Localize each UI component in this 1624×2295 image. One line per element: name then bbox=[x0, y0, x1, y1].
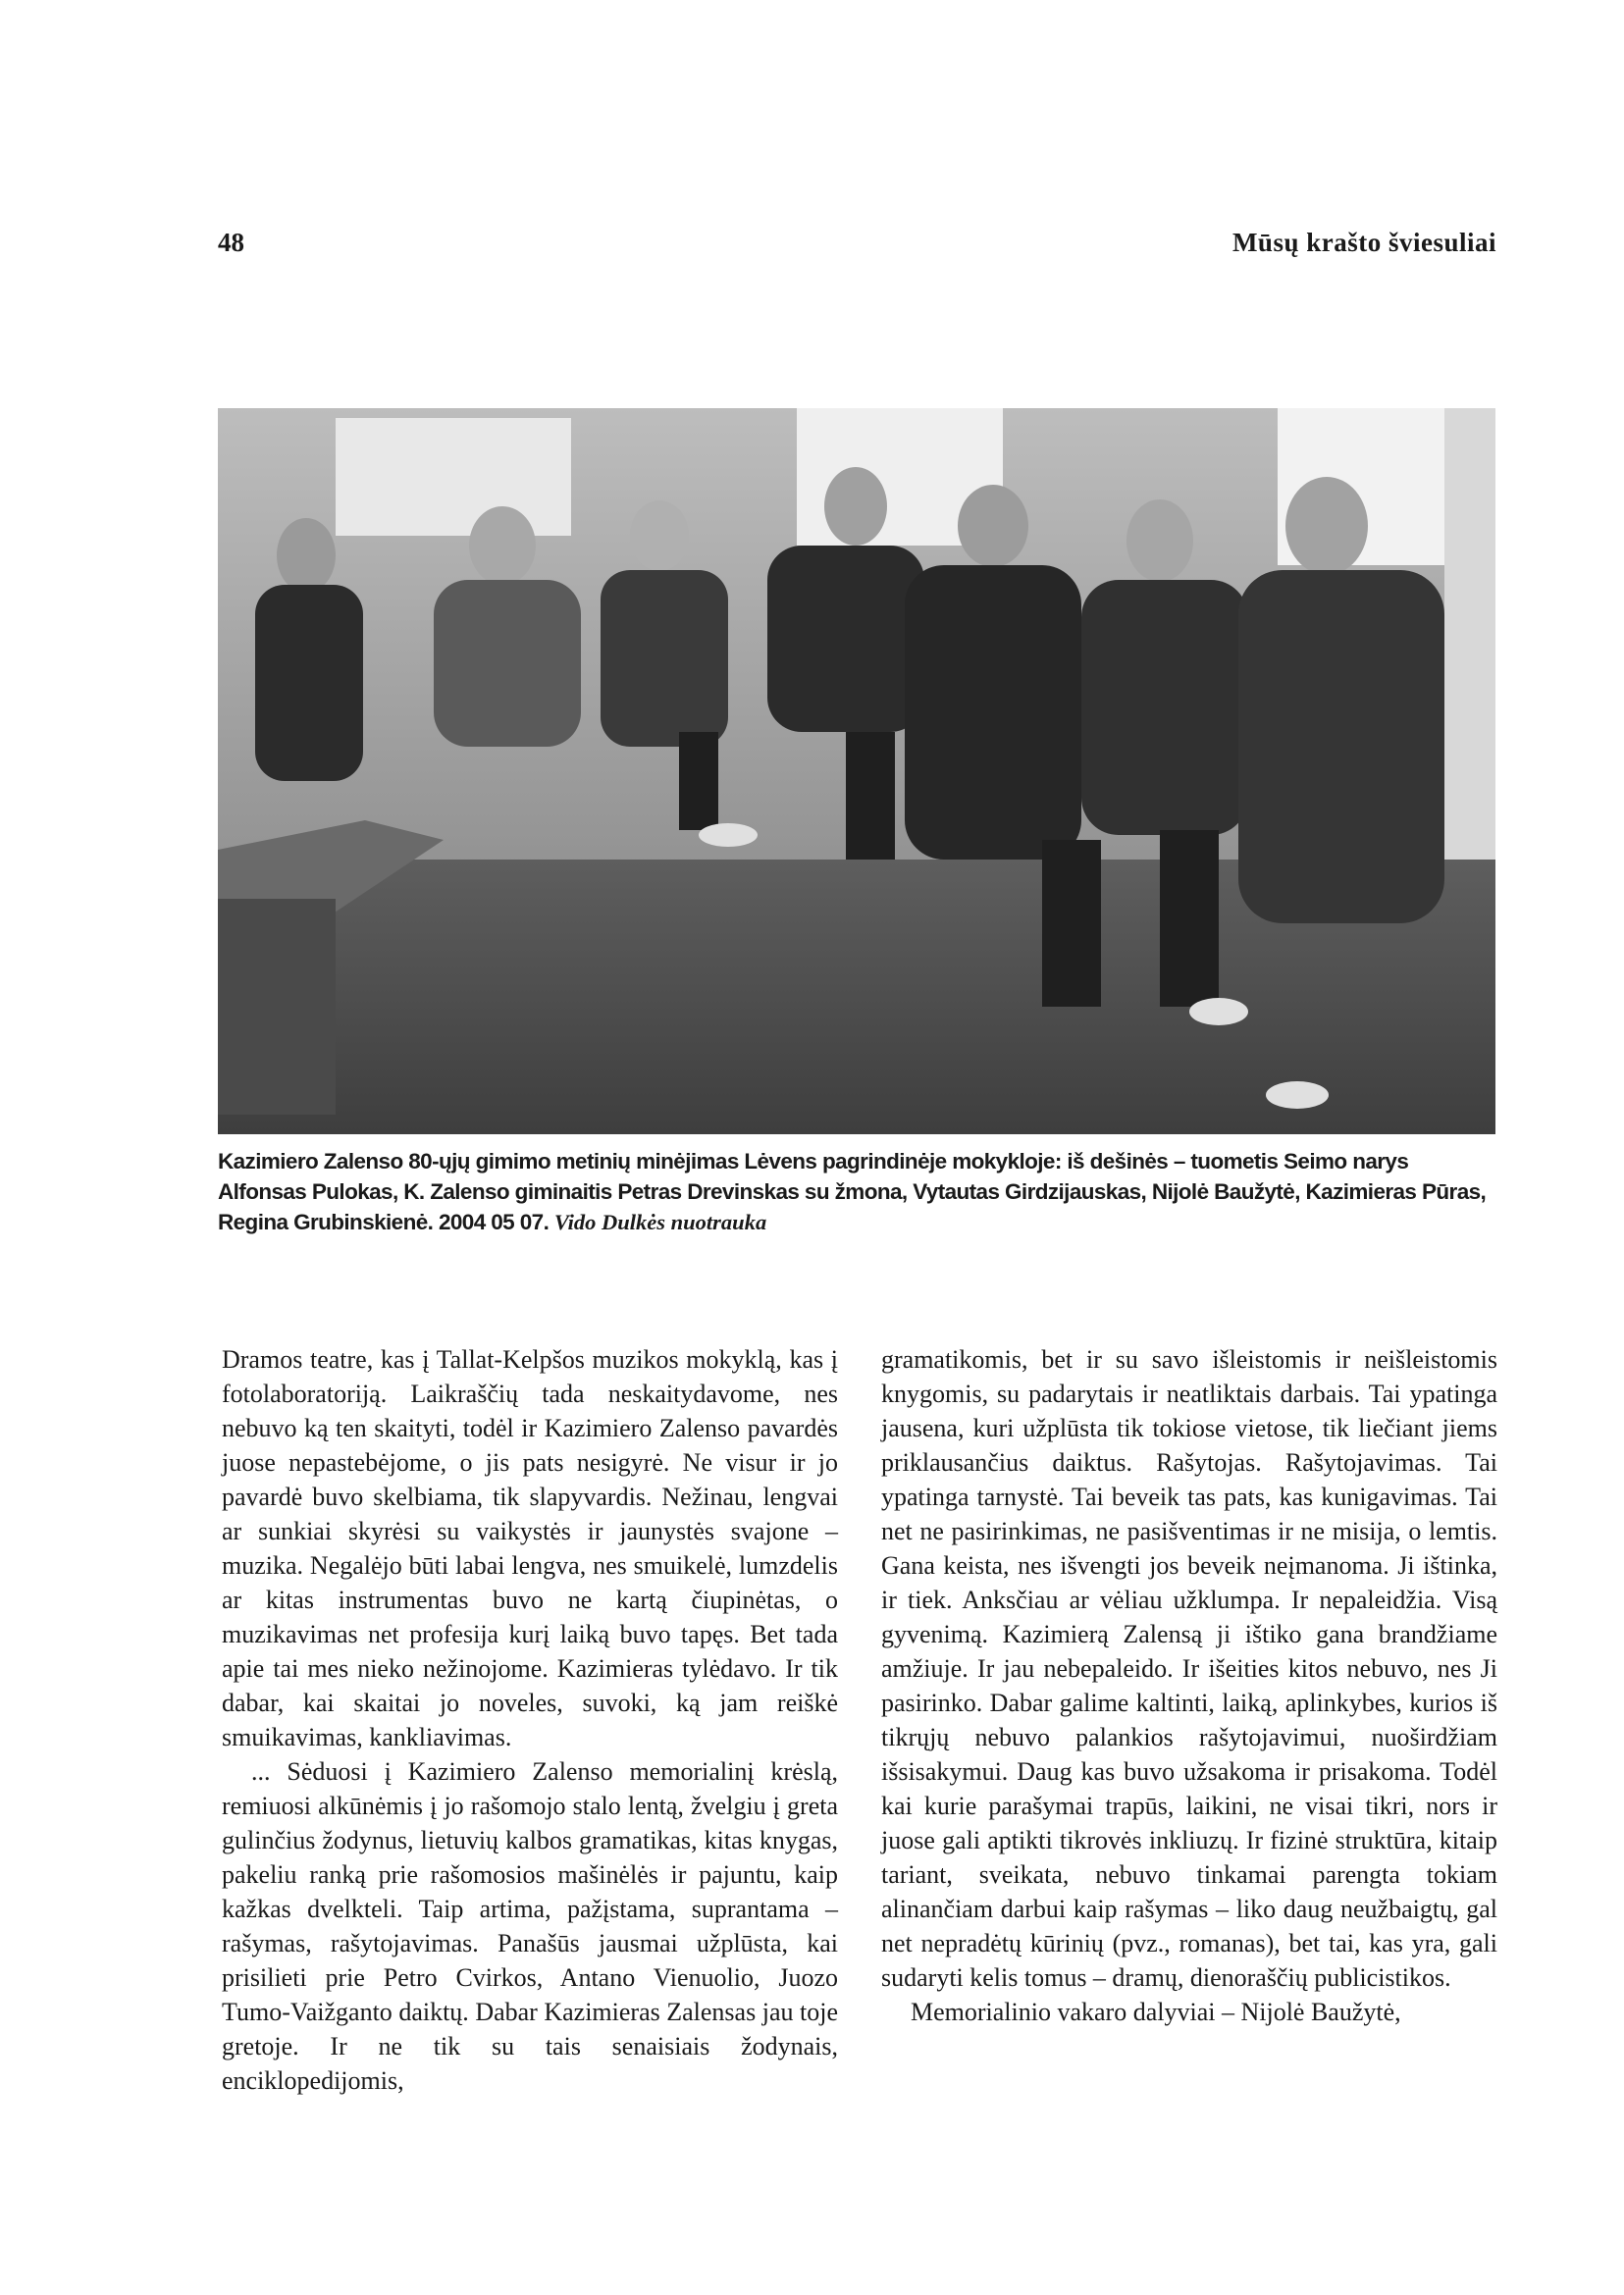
paragraph: gramatikomis, bet ir su savo išleistomis ir neišleistomis knygomis, su padarytais ir neatliktais darbais. Tai ypatinga jausena, kuri užplūsta tik tokiose vietose, tik liečiant jiems priklausančius daiktus. Rašytojas. Rašytojavimas. Tai ypatinga tarnystė. Tai beveik tas pats, kas kunigavimas. Tai net ne pasirinkimas, ne pasišventimas ir ne misija, o lemtis. Gana keista, nes išvengti jos beveik neįmanoma. Ji ištinka, ir tiek. Anksčiau ar vėliau užklumpa. Ir nepaleidžia. Visą gyvenimą. Kazimierą Zalensą ji ištiko gana brandžiame amžiuje. Ir jau nebepaleido. Ir išeities kitos nebuvo, nes Ji pasirinko. Dabar galime kaltinti, laiką, aplinkybes, kurios iš tikrųjų nebuvo palankios rašytojavimui, nuoširdžiam išsisakymui. Daug kas buvo užsakoma ir prisakoma. Todėl kai kurie parašymai trapūs, laikini, ne visai tikri, nors ir juose gali aptikti tikrovės inkliuzų. Ir fizinė struktūra, kitaip tariant, sveikata, nebuvo tinkamai parengta tokiam alinančiam darbui kaip rašymas – liko daug neužbaigtų, gal net nepradėtų kūrinių (pvz., romanas), bet tai, kas yra, gali sudaryti kelis tomus – dramų, dienoraščių publicistikos. bbox=[881, 1345, 1497, 1992]
body-column-right bbox=[881, 1342, 1497, 2029]
paragraph: ... Sėduosi į Kazimiero Zalenso memorialinį krėslą, remiuosi alkūnėmis į jo rašomojo stalo lentą, žvelgiu į greta gulinčius žodynus, lietuvių kalbos gramatikas, kitas knygas, pakeliu ranką prie rašomosios mašinėlės ir pajuntu, kaip kažkas dvelkteli. Taip artima, pažįstama, suprantama – rašymas, rašytojavimas. Panašūs jausmai užplūsta, kai prisilieti prie Petro Cvirkos, Antano Vienuolio, Juozo Tumo-Vaižganto daiktų. Dabar Kazimieras Zalensas jau toje gretoje. Ir ne tik su tais senaisiais žodynais, enciklopedijomis, bbox=[222, 1757, 838, 2095]
caption-text: Kazimiero Zalenso 80-ųjų gimimo metinių minėjimas Lėvens pagrindinėje mokykloje: iš dešinės – tuometis Seimo narys Alfonsas Pulokas, K. Zalenso giminaitis Petras Drevinskas su žmona, Vytautas Girdzijauskas, Nijolė Baužytė, Kazimieras Pūras, Regina Grubinskienė. 2004 05 07. bbox=[218, 1149, 1487, 1234]
paragraph: Dramos teatre, kas į Tallat-Kelpšos muzikos mokyklą, kas į fotolaboratoriją. Laikraščių tada neskaitydavome, nes nebuvo ką ten skaityti, todėl ir Kazimiero Zalenso pavardės juose nepastebėjome, o jis pats nesigyrė. Ne visur ir jo pavardė buvo skelbiama, tik slapyvardis. Nežinau, lengvai ar sunkiai skyrėsi su vaikystės ir jaunystės svajone – muzika. Negalėjo būti labai lengva, nes smuikelė, lumzdelis ar kitas instrumentas buvo ne kartą čiupinėtas, o muzikavimas net profesija kurį laiką buvo tapęs. Bet tada apie tai mes nieko nežinojome. Kazimieras tylėdavo. Ir tik dabar, kai skaitai jo noveles, suvoki, ką jam reiškė smuikavimas, kankliavimas. bbox=[222, 1345, 838, 1751]
photo-illustration bbox=[218, 408, 1495, 1134]
photo-caption bbox=[218, 1146, 1495, 1237]
running-title: Mūsų krašto šviesuliai bbox=[1231, 228, 1496, 257]
paragraph: Memorialinio vakaro dalyviai – Nijolė Baužytė, bbox=[911, 1998, 1401, 2026]
page-number: 48 bbox=[218, 228, 244, 257]
group-photo bbox=[218, 408, 1495, 1134]
photo-credit: Vido Dulkės nuotrauka bbox=[553, 1210, 767, 1234]
body-column-left bbox=[222, 1342, 838, 2098]
